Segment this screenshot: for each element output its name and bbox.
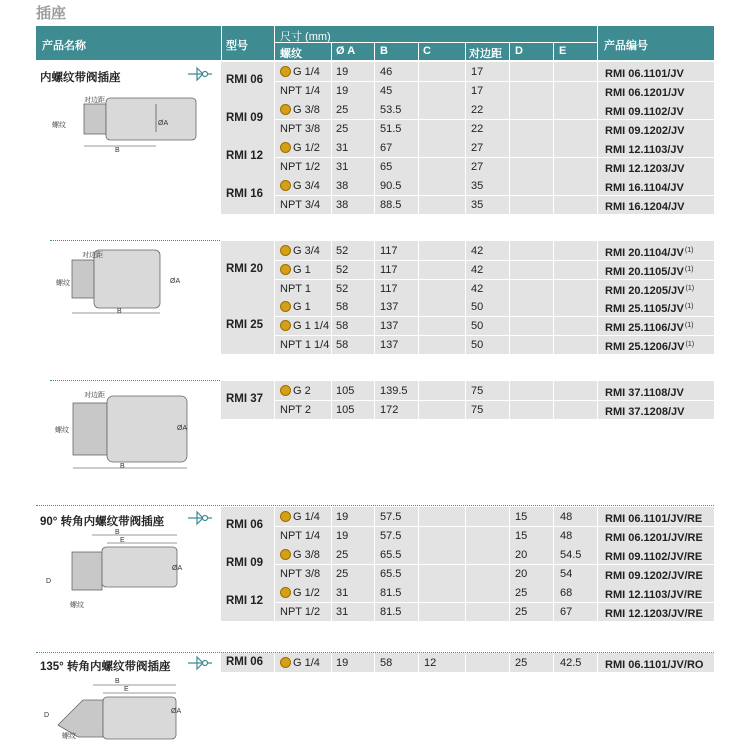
header-b: B [380, 45, 388, 57]
thread-value: NPT 3/8 [280, 123, 321, 135]
product-code [605, 160, 686, 176]
drawing-label: B [115, 678, 120, 685]
product-code [605, 338, 694, 354]
drawing-label: B [117, 308, 122, 315]
cell-b: 88.5 [380, 199, 402, 211]
cell-sw: 42 [471, 283, 484, 295]
drawing-label: 对边距 [82, 252, 103, 259]
code-value: RMI 06.1201/JV [605, 87, 685, 99]
header-d: D [515, 45, 523, 57]
cell-thread [280, 529, 320, 543]
grid-line [331, 653, 332, 672]
product-code [605, 300, 693, 316]
thread-value: G 1/2 [293, 587, 320, 599]
thread-value: G 1/2 [293, 142, 320, 154]
footnote-marker: (1) [684, 322, 694, 329]
thread-value: G 1 [293, 301, 311, 313]
cell-a: 52 [336, 283, 349, 295]
product-code [605, 84, 686, 100]
drawing-label: D [46, 578, 52, 585]
code-value: RMI 09.1102/JV [605, 106, 684, 118]
cell-thread [280, 548, 320, 562]
cell-thread [280, 567, 320, 581]
group-separator [221, 672, 714, 673]
grid-line [374, 241, 375, 298]
drawing-label: E [120, 537, 125, 544]
grid-line [274, 241, 275, 298]
cell-sw: 42 [471, 245, 484, 257]
code-value: RMI 06.1201/JV/RE [605, 532, 703, 544]
cell-sw: 75 [471, 385, 484, 397]
product-code [605, 403, 686, 419]
grid-line [331, 241, 332, 298]
drawing-label: ØA [170, 278, 181, 285]
footnote-marker: (1) [684, 303, 694, 310]
thread-value: NPT 1/2 [280, 161, 321, 173]
cell-sw: 50 [471, 339, 484, 351]
cell-e: 67 [560, 606, 573, 618]
code-value: RMI 37.1108/JV [605, 387, 684, 399]
code-value: RMI 09.1202/JV/RE [605, 570, 703, 582]
grid-line [597, 653, 598, 672]
grid-line [465, 297, 466, 354]
grid-line [465, 653, 466, 672]
section-name: 内螺纹带阀插座 [40, 72, 121, 84]
grid-line [374, 653, 375, 672]
product-code [605, 656, 704, 672]
thread-value: NPT 1/4 [280, 530, 321, 542]
product-code [605, 244, 693, 260]
thread-value: G 2 [293, 385, 311, 397]
cell-b: 139.5 [380, 385, 408, 397]
thread-value: G 1/4 [293, 511, 320, 523]
drawing-label: D [44, 712, 50, 719]
cell-a: 38 [336, 180, 349, 192]
thread-value: NPT 1/4 [280, 85, 321, 97]
grid-line [418, 653, 419, 672]
grid-line [274, 297, 275, 354]
drawing-label: ØA [177, 425, 188, 432]
bsp-thread-badge-icon [280, 301, 291, 312]
section-name: 90° 转角内螺纹带阀插座 [40, 516, 165, 528]
header-product-code: 产品编号 [604, 40, 648, 52]
product-code [605, 263, 693, 279]
footnote-marker: (1) [685, 285, 695, 292]
grid-line [274, 653, 275, 672]
model-name: RMI 25 [226, 318, 264, 331]
bsp-thread-badge-icon [280, 385, 291, 396]
grid-line [418, 241, 419, 298]
code-value: RMI 16.1204/JV [605, 201, 685, 213]
cell-sw: 50 [471, 301, 484, 313]
header-thread: 螺纹 [280, 48, 302, 60]
code-value: RMI 12.1203/JV/RE [605, 608, 703, 620]
product-code [605, 586, 703, 602]
code-value: RMI 09.1102/JV/RE [605, 551, 703, 563]
thread-value: NPT 3/4 [280, 199, 321, 211]
cell-sw: 35 [471, 180, 484, 192]
model-name: RMI 09 [226, 557, 264, 569]
product-code [605, 198, 686, 214]
code-value: RMI 12.1103/JV [605, 144, 684, 156]
product-code [605, 529, 704, 545]
bsp-thread-badge-icon [280, 180, 291, 191]
cell-e: 48 [560, 530, 573, 542]
cell-thread [280, 510, 320, 524]
cell-a: 52 [336, 245, 349, 257]
cell-sw: 27 [471, 142, 484, 154]
code-value: RMI 20.1104/JV [605, 247, 684, 259]
bsp-thread-badge-icon [280, 587, 291, 598]
drawing-label: E [124, 686, 129, 693]
grid-line [331, 297, 332, 354]
product-code [605, 141, 685, 157]
cell-sw: 35 [471, 199, 484, 211]
cell-b: 45 [380, 85, 393, 97]
cell-a: 31 [336, 142, 349, 154]
cell-b: 57.5 [380, 530, 402, 542]
cell-thread [280, 263, 311, 277]
cell-b: 137 [380, 339, 399, 351]
cell-thread [280, 198, 320, 212]
cell-e: 54 [560, 568, 573, 580]
thread-value: G 3/4 [293, 180, 320, 192]
grid-line [274, 157, 714, 158]
cell-thread [280, 586, 320, 600]
code-value: RMI 20.1105/JV [605, 266, 684, 278]
cell-d: 15 [515, 530, 528, 542]
product-code [605, 319, 693, 335]
model-name: RMI 06 [226, 519, 264, 531]
model-name: RMI 06 [226, 655, 264, 668]
cell-a: 105 [336, 385, 355, 397]
cell-d: 20 [515, 568, 528, 580]
drawing-label: B [115, 147, 120, 154]
cell-thread [280, 244, 320, 258]
grid-line [374, 297, 375, 354]
cell-sw: 17 [471, 66, 484, 78]
cell-thread [280, 300, 311, 314]
cell-sw: 17 [471, 85, 484, 97]
cell-b: 90.5 [380, 180, 402, 192]
code-value: RMI 16.1104/JV [605, 182, 684, 194]
product-code [605, 567, 704, 583]
group-separator [221, 419, 714, 420]
thread-value: NPT 3/8 [280, 568, 321, 580]
grid-line [274, 564, 714, 565]
cell-a: 19 [336, 657, 349, 669]
grid-line [274, 279, 714, 280]
cell-thread [280, 403, 311, 417]
bsp-thread-badge-icon [280, 511, 291, 522]
valve-symbol-icon [188, 656, 212, 670]
cell-a: 58 [336, 301, 349, 313]
cell-sw: 50 [471, 320, 484, 332]
grid-line [509, 241, 510, 298]
cell-thread [280, 384, 311, 398]
cell-b: 67 [380, 142, 393, 154]
product-code [605, 384, 685, 400]
header-c: C [423, 45, 431, 57]
group-separator [221, 354, 714, 355]
cell-sw: 42 [471, 264, 484, 276]
grid-line [274, 316, 714, 317]
grid-line [274, 260, 714, 261]
cell-sw: 22 [471, 104, 484, 116]
header-model: 型号 [226, 40, 248, 52]
footnote-marker: (1) [684, 247, 694, 254]
cell-a: 58 [336, 320, 349, 332]
cell-b: 65.5 [380, 549, 402, 561]
cell-a: 31 [336, 606, 349, 618]
cell-d: 20 [515, 549, 528, 561]
thread-value: G 1 [293, 264, 311, 276]
cell-a: 25 [336, 123, 349, 135]
drawing-label: B [115, 529, 120, 536]
cell-thread [280, 103, 320, 117]
cell-c: 12 [424, 657, 437, 669]
cell-d: 15 [515, 511, 528, 523]
footnote-marker: (1) [685, 341, 695, 348]
cell-a: 31 [336, 587, 349, 599]
code-value: RMI 09.1202/JV [605, 125, 685, 137]
grid-line [553, 653, 554, 672]
cell-sw: 27 [471, 161, 484, 173]
thread-value: NPT 2 [280, 404, 311, 416]
cell-b: 117 [380, 283, 398, 295]
drawing-label: 对边距 [84, 392, 105, 399]
cell-thread [280, 179, 320, 193]
cell-sw: 75 [471, 404, 484, 416]
grid-line [418, 297, 419, 354]
cell-b: 172 [380, 404, 399, 416]
model-name: RMI 12 [226, 150, 264, 162]
grid-line [274, 81, 714, 82]
header-e: E [559, 45, 567, 57]
code-value: RMI 12.1103/JV/RE [605, 589, 703, 601]
grid-line [274, 526, 714, 527]
cell-thread [280, 160, 320, 174]
cell-thread [280, 65, 320, 79]
thread-value: G 3/4 [293, 245, 320, 257]
grid-line [553, 297, 554, 354]
page-title: 插座 [36, 5, 67, 22]
cell-e: 48 [560, 511, 573, 523]
cell-a: 105 [336, 404, 355, 416]
product-code [605, 179, 685, 195]
model-name: RMI 16 [226, 188, 264, 200]
cell-thread [280, 282, 311, 296]
cell-d: 25 [515, 606, 528, 618]
code-value: RMI 12.1203/JV [605, 163, 685, 175]
thread-value: NPT 1/2 [280, 606, 321, 618]
drawing-label: ØA [158, 120, 169, 127]
product-code [605, 65, 685, 81]
drawing-label: 螺纹 [70, 602, 84, 609]
grid-line [274, 335, 714, 336]
code-value: RMI 25.1206/JV [605, 341, 685, 353]
valve-symbol-icon [188, 67, 212, 81]
grid-line [274, 195, 714, 196]
grid-line [509, 653, 510, 672]
drawing-label: 螺纹 [56, 280, 70, 287]
cell-a: 38 [336, 199, 349, 211]
code-value: RMI 20.1205/JV [605, 285, 685, 297]
cell-a: 19 [336, 530, 349, 542]
model-name: RMI 37 [226, 393, 264, 405]
cell-e: 42.5 [560, 657, 582, 669]
grid-line [274, 119, 714, 120]
thread-value: G 1 1/4 [293, 320, 330, 332]
thread-value: NPT 1 [280, 283, 311, 295]
product-code [605, 282, 694, 298]
grid-line [597, 297, 598, 354]
cell-a: 19 [336, 66, 349, 78]
cell-b: 137 [380, 320, 399, 332]
cell-b: 57.5 [380, 511, 402, 523]
drawing-label: 螺纹 [55, 427, 69, 434]
model-name: RMI 06 [226, 74, 264, 86]
product-code [605, 605, 704, 621]
cell-sw: 22 [471, 123, 484, 135]
header-across-flats: 对边距 [469, 48, 502, 60]
group-separator [221, 214, 714, 215]
model-name: RMI 12 [226, 595, 264, 607]
cell-thread [280, 84, 320, 98]
thread-value: G 3/8 [293, 549, 320, 561]
product-code [605, 122, 686, 138]
thread-value: G 1/4 [293, 657, 320, 669]
header-product-name: 产品名称 [42, 40, 86, 52]
code-value: RMI 06.1101/JV/RE [605, 513, 703, 525]
product-code [605, 548, 703, 564]
grid-line [465, 241, 466, 298]
model-name: RMI 09 [226, 112, 264, 124]
code-value: RMI 37.1208/JV [605, 406, 685, 418]
thread-value: NPT 1 1/4 [280, 339, 330, 351]
group-separator [221, 621, 714, 622]
product-code [605, 510, 703, 526]
cell-thread [280, 141, 320, 155]
cell-d: 25 [515, 657, 528, 669]
header-dimensions: 尺寸 (mm) [280, 31, 331, 43]
model-name: RMI 20 [226, 262, 264, 275]
grid-line [274, 400, 714, 401]
cell-a: 25 [336, 568, 349, 580]
cell-b: 46 [380, 66, 393, 78]
drawing-label: ØA [172, 565, 183, 572]
cell-a: 58 [336, 339, 349, 351]
cell-thread [280, 338, 329, 352]
code-value: RMI 06.1101/JV/RO [605, 659, 704, 671]
cell-b: 81.5 [380, 606, 402, 618]
grid-line [597, 241, 598, 298]
section-name: 135° 转角内螺纹带阀插座 [40, 661, 171, 673]
drawing-label: ØA [171, 708, 182, 715]
cell-e: 54.5 [560, 549, 582, 561]
footnote-marker: (1) [684, 266, 694, 273]
cell-b: 65 [380, 161, 393, 173]
cell-d: 25 [515, 587, 528, 599]
drawing-label: 螺纹 [62, 733, 76, 740]
cell-a: 19 [336, 511, 349, 523]
cell-b: 51.5 [380, 123, 402, 135]
bsp-thread-badge-icon [280, 657, 291, 668]
cell-a: 19 [336, 85, 349, 97]
cell-thread [280, 122, 320, 136]
bsp-thread-badge-icon [280, 104, 291, 115]
bsp-thread-badge-icon [280, 245, 291, 256]
code-value: RMI 25.1105/JV [605, 303, 684, 315]
thread-value: G 3/8 [293, 104, 320, 116]
cell-b: 117 [380, 245, 398, 257]
valve-symbol-icon [188, 511, 212, 525]
code-value: RMI 25.1106/JV [605, 322, 684, 334]
bsp-thread-badge-icon [280, 320, 291, 331]
drawing-label: 螺纹 [52, 122, 66, 129]
header-phi-a: Ø A [336, 45, 356, 57]
code-value: RMI 06.1101/JV [605, 68, 684, 80]
cell-a: 52 [336, 264, 349, 276]
cell-thread [280, 605, 320, 619]
thread-value: G 1/4 [293, 66, 320, 78]
cell-a: 25 [336, 549, 349, 561]
product-code [605, 103, 685, 119]
cell-b: 137 [380, 301, 399, 313]
cell-a: 31 [336, 161, 349, 173]
bsp-thread-badge-icon [280, 264, 291, 275]
bsp-thread-badge-icon [280, 142, 291, 153]
cell-b: 81.5 [380, 587, 402, 599]
cell-e: 68 [560, 587, 573, 599]
drawing-label: B [120, 463, 125, 470]
cell-b: 65.5 [380, 568, 402, 580]
cell-b: 53.5 [380, 104, 402, 116]
bsp-thread-badge-icon [280, 66, 291, 77]
grid-line [274, 602, 714, 603]
grid-line [553, 241, 554, 298]
cell-thread [280, 319, 329, 333]
drawing-label: 对边距 [84, 97, 105, 104]
grid-line [509, 297, 510, 354]
cell-a: 25 [336, 104, 349, 116]
cell-b: 117 [380, 264, 398, 276]
cell-b: 58 [380, 657, 393, 669]
bsp-thread-badge-icon [280, 549, 291, 560]
cell-thread [280, 656, 320, 670]
